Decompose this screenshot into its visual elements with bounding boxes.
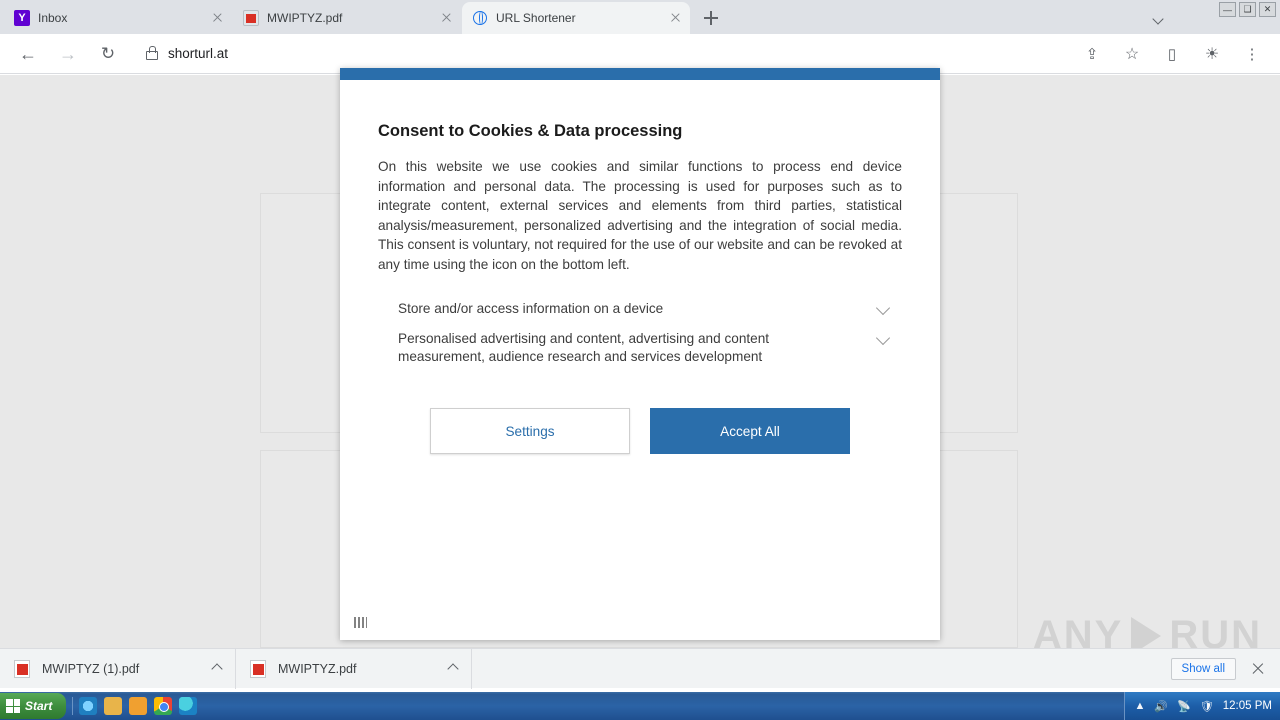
chrome-icon[interactable]	[154, 697, 172, 715]
show-all-downloads-button[interactable]: Show all	[1171, 658, 1236, 680]
download-item[interactable]	[236, 649, 472, 689]
address-bar-url: shorturl.at	[168, 46, 229, 61]
three-dot-menu-icon[interactable]: ⋮	[1244, 45, 1260, 63]
purpose-row[interactable]	[398, 296, 902, 326]
dialog-accent-bar	[340, 68, 940, 80]
tab-url-shortener[interactable]	[462, 2, 690, 34]
tab-search-chevron-down-icon[interactable]	[1154, 10, 1170, 26]
globe-icon	[472, 10, 488, 26]
address-bar[interactable]	[136, 40, 1064, 68]
network-icon[interactable]: 📡	[1177, 700, 1191, 713]
close-downloads-bar-icon[interactable]	[1250, 661, 1266, 677]
internet-explorer-icon[interactable]	[79, 697, 97, 715]
start-button-label: Start	[25, 699, 53, 713]
chevron-down-icon[interactable]	[876, 301, 890, 315]
purpose-label: Personalised advertising and content, advertising and content measurement, audience research and services development	[398, 331, 770, 364]
volume-icon[interactable]: 🔊	[1154, 700, 1169, 713]
show-hidden-icons-icon[interactable]: ▲	[1134, 700, 1146, 712]
privacy-options-icon[interactable]	[354, 617, 367, 628]
download-file-name: MWIPTYZ (1).pdf	[42, 661, 140, 676]
settings-button[interactable]: Settings	[430, 408, 630, 454]
quick-launch	[72, 697, 203, 715]
watermark-right: RUN	[1169, 613, 1262, 648]
purpose-row[interactable]	[398, 326, 902, 374]
tab-close-icon[interactable]	[210, 10, 226, 26]
purpose-list	[378, 296, 902, 374]
dialog-actions	[378, 408, 902, 454]
media-player-icon[interactable]	[129, 697, 147, 715]
watermark-left: ANY	[1032, 613, 1124, 648]
chevron-up-icon[interactable]	[211, 663, 222, 674]
profile-icon[interactable]: ☀	[1204, 45, 1220, 63]
download-file-name: MWIPTYZ.pdf	[278, 661, 357, 676]
chevron-up-icon[interactable]	[447, 663, 458, 674]
windows-flag-icon	[6, 699, 20, 713]
anyrun-watermark	[1033, 613, 1262, 648]
accept-all-button[interactable]: Accept All	[650, 408, 850, 454]
tab-title: URL Shortener	[496, 11, 576, 25]
shield-icon[interactable]: 🛡	[1199, 700, 1214, 713]
tab-strip	[0, 0, 1280, 34]
window-controls	[1219, 2, 1276, 17]
folder-icon[interactable]	[104, 697, 122, 715]
tab-title: Inbox	[38, 11, 68, 25]
back-arrow-icon[interactable]: ←	[19, 43, 37, 64]
pdf-icon	[14, 660, 30, 678]
yahoo-icon: Y	[14, 10, 30, 26]
tab-close-icon[interactable]	[439, 10, 455, 26]
download-item[interactable]	[0, 649, 236, 689]
toolbar-actions	[1072, 40, 1272, 68]
close-window-icon[interactable]: ✕	[1259, 2, 1276, 17]
star-icon[interactable]: ☆	[1124, 45, 1140, 63]
dialog-title: Consent to Cookies & Data processing	[378, 122, 683, 140]
start-button[interactable]	[0, 693, 66, 719]
play-triangle-icon	[1131, 617, 1161, 649]
taskbar	[0, 692, 1280, 720]
pdf-icon	[243, 10, 259, 26]
system-tray	[1124, 692, 1280, 720]
chevron-down-icon[interactable]	[876, 331, 890, 345]
edge-icon[interactable]	[179, 697, 197, 715]
taskbar-clock[interactable]: 12:05 PM	[1222, 700, 1272, 712]
lock-icon	[146, 51, 158, 60]
tab-mwiptyz-pdf[interactable]	[233, 2, 461, 34]
minimize-icon[interactable]: —	[1219, 2, 1236, 17]
cookie-consent-dialog	[340, 68, 940, 640]
dialog-body	[340, 80, 940, 454]
side-panel-icon[interactable]: ▯	[1167, 45, 1177, 63]
purpose-label: Store and/or access information on a device	[398, 301, 664, 316]
pdf-icon	[250, 660, 266, 678]
forward-arrow-icon[interactable]: →	[59, 43, 77, 64]
tab-title: MWIPTYZ.pdf	[267, 11, 343, 25]
reload-icon[interactable]: ↻	[100, 43, 116, 63]
tab-inbox[interactable]	[4, 2, 232, 34]
restore-icon[interactable]: ❑	[1239, 2, 1256, 17]
share-icon[interactable]: ⇪	[1085, 45, 1099, 63]
tab-close-icon[interactable]	[668, 10, 684, 26]
dialog-description: On this website we use cookies and similar functions to process end device information and personal data. The processing is used for purposes such as to integrate content, external services and elements from third parties, statistical analysis/measurement, personalized advertising and the integration of social media. This consent is voluntary, not required for the use of our website and can be revoked at any time using the icon on the bottom left.	[378, 159, 902, 272]
downloads-bar	[0, 648, 1280, 688]
new-tab-button[interactable]	[697, 4, 725, 32]
